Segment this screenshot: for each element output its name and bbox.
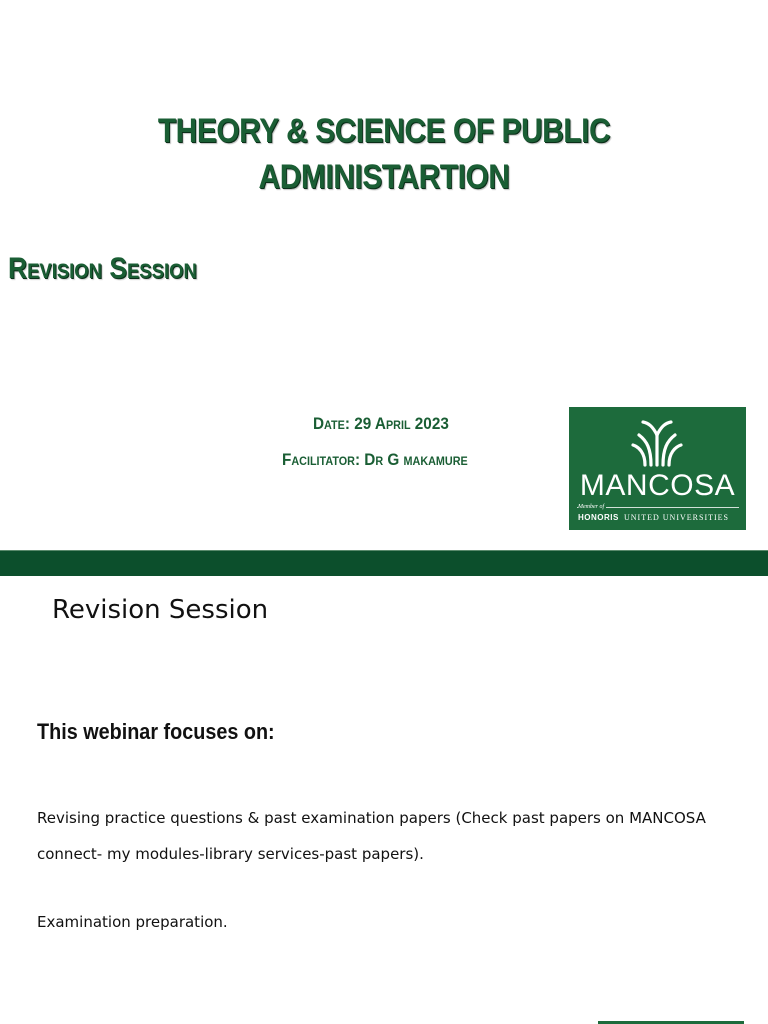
slide-divider: [0, 550, 768, 576]
mancosa-logo: [569, 407, 746, 530]
content-slide: [0, 576, 768, 1024]
session-facilitator: Facilitator: Dr G makamure: [282, 450, 468, 469]
logo-member-of: Member of: [578, 504, 605, 510]
slide-main-title: [46, 108, 722, 200]
content-slide-title: Revision Session: [52, 595, 269, 625]
title-line-2: ADMINISTARTION: [258, 158, 510, 196]
focus-item-revising-line-1: Revising practice questions & past examination papers (Check past papers on MANCOSA: [37, 809, 706, 827]
mancosa-tree-icon: [631, 419, 683, 467]
session-date: Date: 29 April 2023: [313, 414, 449, 433]
focus-item-exam-prep: Examination preparation.: [37, 913, 228, 931]
focus-item-revising-line-2: connect- my modules-library services-past papers).: [37, 845, 424, 863]
title-line-1: THEORY & SCIENCE OF PUBLIC: [157, 112, 611, 150]
logo-wordmark: MANCOSA: [579, 469, 736, 502]
logo-united-universities: UNITED UNIVERSITIES: [624, 513, 729, 522]
logo-honoris: HONORIS: [578, 513, 619, 522]
focus-item-revising: [37, 800, 737, 872]
slide-subtitle: Revision Session: [8, 252, 197, 285]
webinar-focus-heading: This webinar focuses on:: [37, 719, 275, 744]
